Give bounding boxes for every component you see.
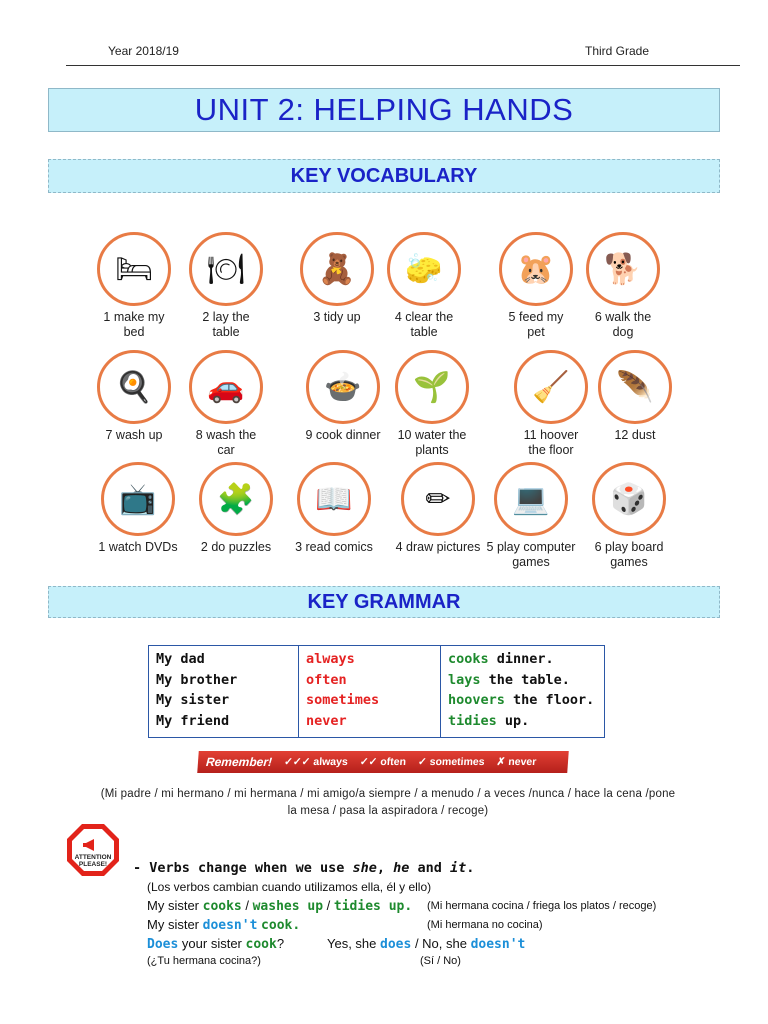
verb-cell [448,711,597,732]
slash: / [241,898,253,913]
vocab-picture: 📖 [297,462,371,536]
vocab-picture: 🐕 [586,232,660,306]
verb-rest: dinner. [488,651,554,667]
remember-item: ✓✓✓ always [283,756,349,768]
verb-cook: cook [245,937,277,952]
vocab-item [569,462,689,570]
rule-line [133,860,474,876]
rule-she: she [352,860,377,876]
verb-cell [448,670,597,691]
subjects-column [149,646,299,737]
vocab-picture: 💻 [494,462,568,536]
example-subject: My sister [147,898,203,913]
rule-dash: - [133,860,150,876]
rule-and: and [409,860,451,876]
vocab-label: 8 wash the car [195,428,257,457]
verb-word: cooks [448,651,489,667]
vocab-heading-banner [48,159,720,193]
vocab-picture: 🪶 [598,350,672,424]
vocab-picture: 🎲 [592,462,666,536]
unit-title-banner [48,88,720,132]
spanish-translation-line1: (Mi padre / mi hermano / mi hermana / mi amigo/a siempre / a menudo / a veces /nunca / hace la cena /pone [100,788,676,800]
spanish-translation-line2: la mesa / pasa la aspiradora / recoge) [287,805,489,817]
example-subject: My sister [147,917,203,932]
adverb-cell: always [306,651,355,667]
vocab-picture: 🧽 [387,232,461,306]
remember-item: ✓ sometimes [417,756,485,768]
verb-word: lays [448,671,481,688]
vocab-label: 12 dust [614,428,656,442]
verb-cell [448,690,597,711]
vocab-label: 2 do puzzles [200,540,272,554]
vocab-label: 9 cook dinner [305,428,381,442]
answers-spanish: (Sí / No) [420,955,461,967]
adverb-cell: never [306,712,347,729]
verb-cell [448,649,597,670]
subject-cell: My brother [156,671,238,688]
verb-rest: the floor. [504,692,595,708]
vocab-label: 5 feed my pet [508,310,564,339]
vocab-picture: 🛏 [97,232,171,306]
grammar-heading: KEY GRAMMAR [307,590,461,613]
answer-yes: Yes, she [327,936,381,951]
rule-text: Verbs change when we use [149,860,353,876]
verb-washes-up: washes up [252,899,324,914]
verbs-column [441,646,604,737]
unit-title: UNIT 2: HELPING HANDS [194,92,574,127]
example-question [147,936,284,952]
vocab-item [274,462,394,555]
vocab-picture: 🧩 [199,462,273,536]
aux-does: Does [147,937,179,952]
example-affirmative [147,898,412,914]
header-year: Year 2018/19 [108,44,179,58]
rule-he: he [393,860,410,876]
vocab-heading: KEY VOCABULARY [290,164,478,187]
header-grade: Third Grade [585,44,650,58]
example-negative [147,917,300,933]
rule-comma: , [376,860,394,876]
vocab-label: 10 water the plants [397,428,467,457]
rule-spanish: (Los verbos cambian cuando utilizamos ella, él y ello) [147,880,432,894]
vocab-picture: 🐹 [499,232,573,306]
vocab-picture: ✏ [401,462,475,536]
example-answers [327,936,525,952]
rule-it: it [450,860,467,876]
question-text: your sister [178,936,246,951]
rule-dot: . [466,860,475,876]
verb-rest: up. [496,712,530,729]
subject-cell: My friend [156,712,230,729]
vocab-label: 1 make my bed [103,310,165,339]
verb-cook: cook. [261,918,301,933]
verb-rest: the table. [480,671,570,688]
verb-word: tidies [448,712,497,729]
vocab-item [575,350,695,443]
vocab-picture: 📺 [101,462,175,536]
question-mark: ? [276,936,285,951]
vocab-picture: 🍳 [97,350,171,424]
verb-cooks: cooks [202,899,242,914]
remember-item: ✗ never [496,756,537,768]
vocab-label: 1 watch DVDs [98,540,178,554]
grammar-table [148,645,605,738]
vocab-item [372,350,492,458]
remember-item: ✓✓ often [359,756,407,768]
vocab-item [563,232,683,340]
vocab-label: 6 play board games [594,540,664,569]
remember-title: Remember! [205,755,273,769]
question-spanish: (¿Tu hermana cocina?) [147,955,261,967]
attention-sign-icon [66,823,120,877]
verb-tidies-up: tidies up. [333,899,413,914]
sign-text-1: ATTENTION [74,854,112,861]
vocab-label: 3 tidy up [313,310,361,324]
vocab-picture: 🌱 [395,350,469,424]
vocab-label: 5 play computer games [486,540,576,569]
aux-does: does [380,937,412,952]
grammar-heading-banner [48,586,720,618]
adverb-cell: sometimes [306,692,380,708]
vocab-item [166,232,286,340]
vocab-picture: 🍽 [189,232,263,306]
aux-doesnt: doesn't [202,918,258,933]
vocab-label: 11 hoover the floor [523,428,579,457]
vocab-picture: 🧹 [514,350,588,424]
header-divider [66,65,740,66]
vocab-item [166,350,286,458]
vocab-picture: 🧸 [300,232,374,306]
subject-cell: My dad [156,651,205,667]
vocab-label: 6 walk the dog [594,310,652,339]
vocab-item [364,232,484,340]
aux-doesnt: doesn't [470,937,526,952]
sign-text-2: PLEASE! [78,861,108,868]
vocab-label: 7 wash up [105,428,163,442]
vocab-label: 2 lay the table [202,310,250,339]
verb-word: hoovers [448,692,505,708]
adverbs-column [299,646,441,737]
answer-no: / No, she [411,936,471,951]
vocab-label: 4 clear the table [394,310,454,339]
vocab-label: 3 read comics [295,540,373,554]
remember-strip [197,751,569,773]
vocab-picture: 🍲 [306,350,380,424]
vocab-picture: 🚗 [189,350,263,424]
example-affirmative-spanish: (Mi hermana cocina / friega los platos / recoge) [427,900,657,912]
example-negative-spanish: (Mi hermana no cocina) [427,919,543,931]
subject-cell: My sister [156,692,230,708]
adverb-cell: often [306,671,347,688]
vocab-label: 4 draw pictures [395,540,481,554]
slash: / [323,898,334,913]
